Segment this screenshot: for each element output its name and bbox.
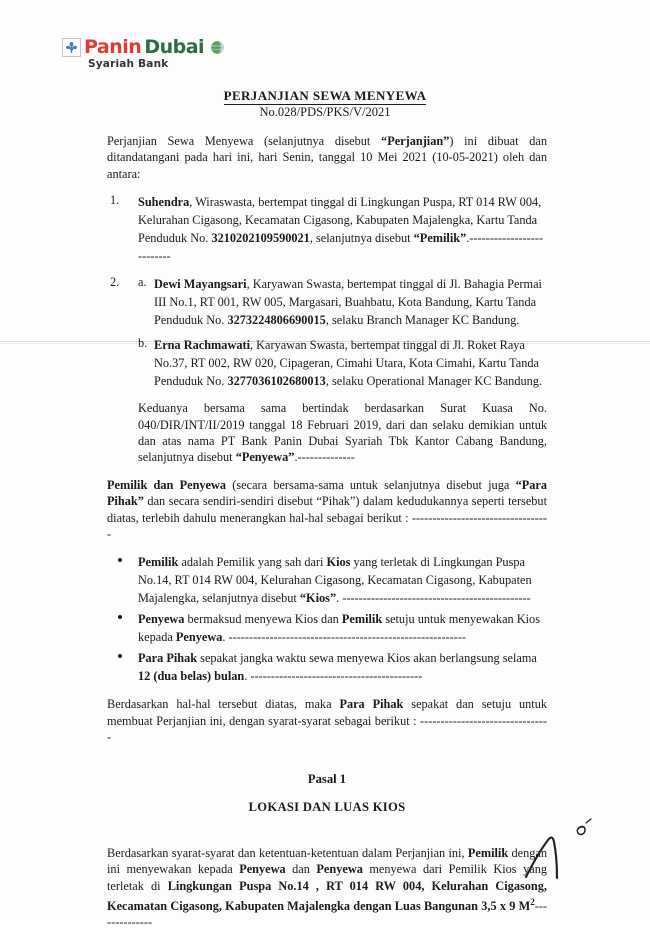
panin-emblem-icon <box>62 38 81 57</box>
recital-item-intent-to-lease <box>107 610 547 646</box>
parties-list <box>107 193 547 390</box>
definition-paragraph: Pemilik dan Penyewa (secara bersama-sama untuk selanjutnya disebut juga “Para Pihak” dan secara sendiri-sendiri disebut “Pihak”) dalam kedudukannya seperti tersebut diatas, terlebih dahulu menerangkan hal-hal sebagai berikut : ---------------------------------- <box>107 477 547 542</box>
bank-logo <box>62 38 242 70</box>
bullet-icon <box>118 615 122 619</box>
party-item-second <box>107 275 547 390</box>
party-sub-item-b <box>138 336 547 390</box>
logo-subtitle: Syariah Bank <box>88 58 169 70</box>
article-title: LOKASI DAN LUAS KIOS <box>248 799 406 814</box>
party-second-sublist <box>138 275 547 390</box>
party-first-text: Suhendra, Wiraswasta, bertempat tinggal di Lingkungan Puspa, RT 014 RW 004, Kelurahan Cigasong, Kecamatan Cigasong, Kabupaten Majalengka, Kartu Tanda Penduduk No. 3210202109590021, selanjutnya disebut “Pemilik”.-------------------------- <box>138 195 544 264</box>
logo-text-panin: Panin <box>84 36 142 58</box>
document-title <box>0 88 650 104</box>
article-label: Pasal 1 <box>307 771 347 786</box>
bullet-icon <box>118 654 122 658</box>
party-sub-item-a <box>138 275 547 329</box>
party-marker: 2. <box>110 275 120 290</box>
party-sub-b-text: Erna Rachmawati, Karyawan Swasta, bertempat tinggal di Jl. Roket Raya No.37, RT 002, RW 020, Cipageran, Cimahi Utara, Kota Cimahi, Kartu Tanda Penduduk No. 3277036102680013, selaku Operational Manager KC Bandung. <box>154 338 542 389</box>
recital-item-lease-term <box>107 649 547 685</box>
document-title-text: PERJANJIAN SEWA MENYEWA <box>223 88 427 103</box>
recital-text: Pemilik adalah Pemilik yang sah dari Kios yang terletak di Lingkungan Puspa No.14, RT 014 RW 004, Kelurahan Cigasong, Kecamatan Cigasong, Kabupaten Majalengka, selanjutnya disebut “Kios”. ---------------------------------------------- <box>138 555 532 606</box>
party-sub-marker: a. <box>138 275 147 290</box>
bullet-icon <box>118 558 122 562</box>
power-of-attorney-paragraph: Keduanya bersama sama bertindak berdasarkan Surat Kuasa No. 040/DIR/INT/II/2019 tanggal 18 Februari 2019, dari dan selaku demikian untuk dan atas nama PT Bank Panin Dubai Syariah Tbk Kantor Cabang Bandung, selanjutnya disebut “Penyewa”.-------------- <box>138 401 547 465</box>
party-marker: 1. <box>110 193 120 208</box>
recital-text: Penyewa bermaksud menyewa Kios dan Pemilik setuju untuk menyewakan Kios kepada Penyewa. ---------------------------------------------------------- <box>138 612 540 645</box>
article-body-paragraph: Berdasarkan syarat-syarat dan ketentuan-ketentuan dalam Perjanjian ini, Pemilik dengan ini menyewakan kepada Penyewa dan Penyewa menyewa dari Pemilik Kios yang terletak di Lingkungan Puspa No.14 , RT 014 RW 004, Kelurahan Cigasong, Kecamatan Cigasong, Kabupaten Majalengka dengan Luas Bangunan 3,5 x 9 $M^2--------------$ <box>107 845 547 930</box>
recitals-list <box>107 553 547 685</box>
document-number: No.028/PDS/PKS/V/2021 <box>259 105 391 119</box>
logo-text-dubai: Dubai <box>144 36 205 58</box>
document-body <box>107 133 547 931</box>
party-sub-marker: b. <box>138 336 148 351</box>
party-item-first <box>107 193 547 265</box>
recital-text: Para Pihak sepakat jangka waktu sewa menyewa Kios akan berlangsung selama 12 (dua belas) bulan. ------------------------------------------ <box>138 651 537 684</box>
intro-paragraph: Perjanjian Sewa Menyewa (selanjutnya disebut “Perjanjian”) ini dibuat dan ditandatangani pada hari ini, hari Senin, tanggal 10 Mei 2021 (10-05-2021) oleh dan antara: <box>107 134 547 181</box>
closing-paragraph: Berdasarkan hal-hal tersebut diatas, maka Para Pihak sepakat dan setuju untuk membuat Perjanjian ini, dengan syarat-syarat sebagai berikut : -------------------------------- <box>107 697 548 745</box>
party-sub-a-text: Dewi Mayangsari, Karyawan Swasta, bertempat tinggal di Jl. Bahagia Permai III No.1, RT 001, RW 005, Margasari, Buahbatu, Kota Bandung, Kartu Tanda Penduduk No. 3273224806690015, selaku Branch Manager KC Bandung. <box>154 277 542 328</box>
recital-item-kios-ownership <box>107 553 547 607</box>
handwritten-initial-mark <box>520 815 630 895</box>
globe-icon <box>210 40 225 55</box>
